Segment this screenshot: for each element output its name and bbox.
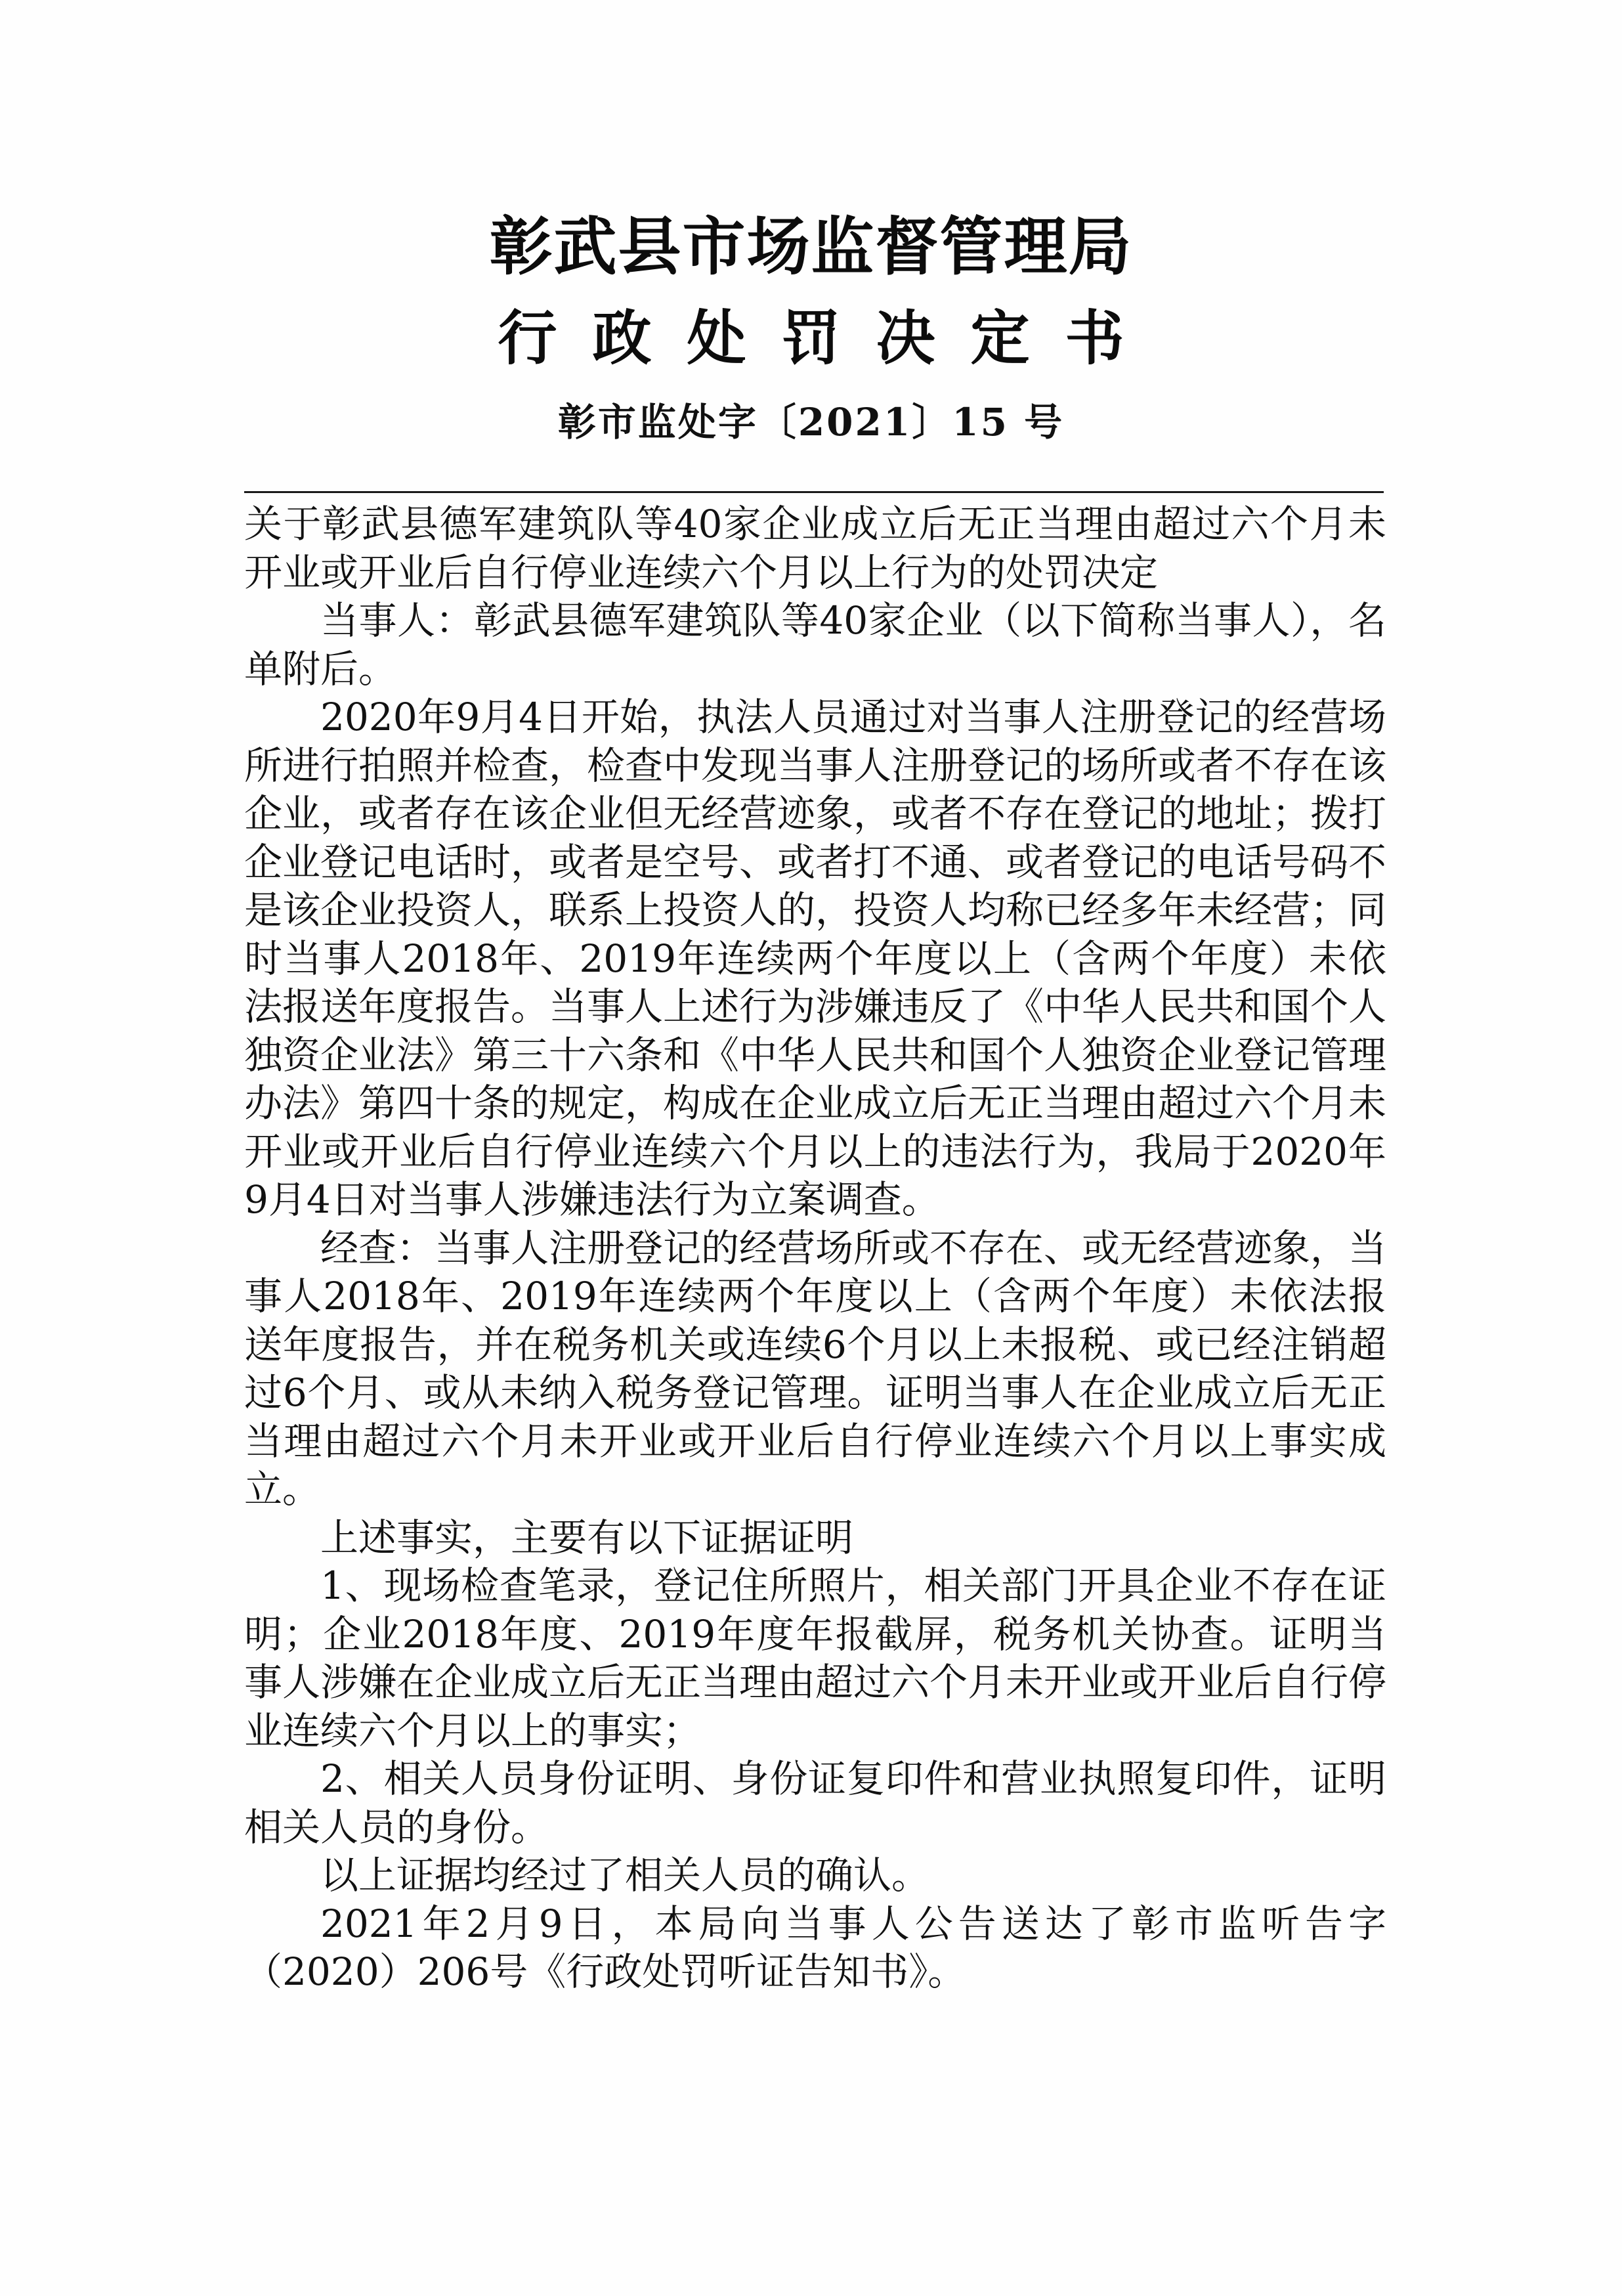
agency-title: 彰武县市场监督管理局 bbox=[489, 209, 1133, 284]
subject-paragraph: 关于彰武县德军建筑队等40家企业成立后无正当理由超过六个月未开业或开业后自行停业连续六个月以上行为的处罚决定 bbox=[244, 502, 1386, 595]
document-type-title: 行政处罚决定书 bbox=[498, 303, 1160, 373]
evidence-item-1: 1、现场检查笔录，登记住所照片，相关部门开具企业不存在证明；企业2018年度、2019年度年报截屏，税务机关协查。证明当事人涉嫌在企业成立后无正当理由超过六个月未开业或开业后自行停业连续六个月以上的事实； bbox=[244, 1563, 1387, 1753]
document-number: 彰市监处字〔2021〕15 号 bbox=[557, 400, 1065, 444]
party-paragraph: 当事人：彰武县德军建筑队等40家企业（以下简称当事人），名单附后。 bbox=[244, 598, 1386, 691]
facts-paragraph: 2020年9月4日开始，执法人员通过对当事人注册登记的经营场所进行拍照并检查，检查中发现当事人注册登记的场所或者不存在该企业，或者存在该企业但无经营迹象，或者不存在登记的地址；拨打企业登记电话时，或者是空号、或者打不通、或者登记的电话号码不是该企业投资人，联系上投资人的，投资人均称已经多年未经营；同时当事人2018年、2019年连续两个年度以上（含两个年度）未依法报送年度报告。当事人上述行为涉嫌违反了《中华人民共和国个人独资企业法》第三十六条和《中华人民共和国个人独资企业登记管理办法》第四十条的规定，构成在企业成立后无正当理由超过六个月未开业或开业后自行停业连续六个月以上的违法行为，我局于2020年9月4日对当事人涉嫌违法行为立案调查。 bbox=[244, 695, 1387, 1222]
evidence-intro-paragraph: 上述事实，主要有以下证据证明 bbox=[320, 1515, 854, 1560]
notice-paragraph: 2021年2月9日，本局向当事人公告送达了彰市监听告字（2020）206号《行政处罚听证告知书》。 bbox=[244, 1901, 1386, 1994]
header-divider bbox=[244, 491, 1384, 493]
document-body bbox=[244, 500, 1386, 1997]
evidence-item-2: 2、相关人员身份证明、身份证复印件和营业执照复印件，证明相关人员的身份。 bbox=[244, 1756, 1386, 1850]
findings-paragraph: 经查：当事人注册登记的经营场所或不存在、或无经营迹象，当事人2018年、2019年连续两个年度以上（含两个年度）未依法报送年度报告，并在税务机关或连续6个月以上未报税、或已经注销超过6个月、或从未纳入税务登记管理。证明当事人在企业成立后无正当理由超过六个月未开业或开业后自行停业连续六个月以上事实成立。 bbox=[244, 1225, 1387, 1511]
confirmation-paragraph: 以上证据均经过了相关人员的确认。 bbox=[320, 1853, 930, 1897]
